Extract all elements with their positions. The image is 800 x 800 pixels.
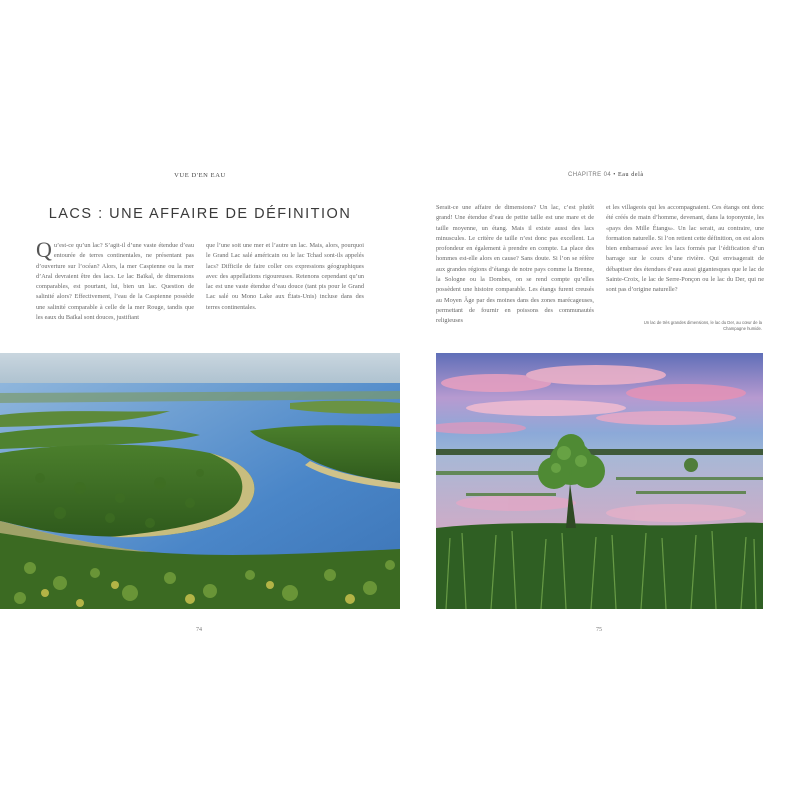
left-text-column-2: [206, 241, 364, 313]
running-head-right: [568, 172, 644, 178]
chapter-title: Eau delà: [618, 172, 644, 178]
left-col1-text: u’est-ce qu’un lac? S’agit-il d’une vaste étendue d’eau entourée de terres continentales, ne présentant pas d’ouverture sur l’océan? Alors, la mer Caspienne ou la mer d’Aral devraient être des lacs. Le lac Baïkal, de dimensions comparables, est pourtant, lui, bien un lac. Question de salinité alors? Effectivement, l’eau de la Caspienne possède une salinité comparable à celle de la mer Rouge, tandis que les eaux du Baïkal sont douces, justifiant: [36, 242, 194, 322]
running-head-left: VUE D'EN EAU: [174, 172, 226, 179]
chapter-label: CHAPITRE 04: [568, 172, 612, 178]
page-number-right: 75: [596, 627, 602, 633]
right-col2-text: et les villageois qui les accompagnaient. Ces étangs ont donc été créés de main d’homme, devenant, dans la toponymie, les «pays des Mille Étangs». Un lac serait, au contraire, une formation naturelle. Si l’on retient cette définition, on est alors bien embarrassé avec les lacs formés par l’édification d’un barrage sur le cours d’une rivière. Qui envisagerait de débaptiser des étendues d’eau aussi gigantesques que le lac de Sainte-Croix, le lac de Serre-Ponçon ou le lac du Der, qui ne sont pas d’origine naturelle?: [606, 204, 764, 294]
page-number-left: 74: [196, 627, 202, 633]
left-text-column-1: [36, 237, 194, 323]
aerial-lake-photo: [0, 353, 400, 609]
photo-caption: Un lac de très grandes dimensions, le lac du Der, au cœur de la Champagne humide.: [643, 320, 762, 332]
page-title: LACS : UNE AFFAIRE DE DÉFINITION: [48, 206, 352, 222]
chapter-separator: •: [613, 172, 616, 178]
right-col1-text: Serait-ce une affaire de dimensions? Un lac, c’est plutôt grand! Une étendue d’eau de petite taille est une mare et de taille moyenne, un étang. Mais il existe aussi des lacs minuscules. Le critère de taille n’est donc pas excellent. La profondeur en également à prendre en compte. La place des hommes est-elle alors en cause? Sans doute. Si l’on se réfère aux grandes régions d’étangs de notre pays comme la Brenne, la Sologne ou la Dombes, on se rend compte qu’elles possèdent une histoire comparable. Les étangs furent creusés au Moyen Âge par des moines dans des zones marécageuses, permettant de fournir en poissons des communautés religieuses: [436, 204, 594, 325]
right-text-column-2: [606, 203, 764, 296]
right-text-column-1: [436, 203, 594, 327]
sunset-lake-photo: [436, 353, 763, 609]
drop-cap: Q: [36, 237, 52, 262]
left-col2-text: que l’une soit une mer et l’autre un lac. Mais, alors, pourquoi le Grand Lac salé américain ou le lac Tchad sont-ils appelés lacs? Difficile de faire coller ces expressions géographiques avec des appellations rigoureuses. Retenons cependant qu’un lac est une vaste étendue d’eau douce (tant pis pour le Grand Lac salé ou Mono Lake aux États-Unis) incluse dans des terres continentales.: [206, 242, 364, 311]
